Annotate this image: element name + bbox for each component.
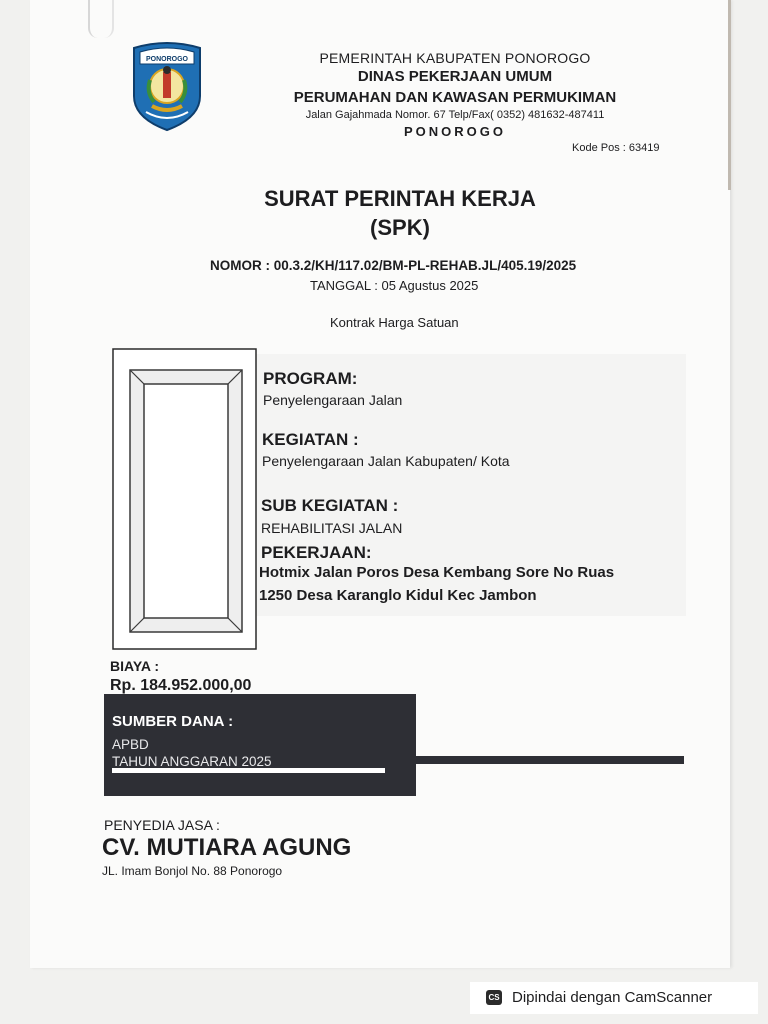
- kegiatan-label: KEGIATAN :: [262, 430, 359, 449]
- sumber-dana-label: SUMBER DANA :: [112, 713, 234, 730]
- header-address: Jalan Gajahmada Nomor. 67 Telp/Fax( 0352) 481632-487411: [305, 109, 605, 121]
- ponorogo-emblem-logo: [128, 40, 206, 132]
- penyedia-name: CV. MUTIARA AGUNG: [102, 834, 352, 861]
- decorative-frame: [112, 348, 257, 650]
- postal-code: Kode Pos : 63419: [572, 142, 660, 154]
- paper-clip: [88, 0, 114, 38]
- document-title: SURAT PERINTAH KERJA: [264, 186, 536, 211]
- sub-kegiatan-label: SUB KEGIATAN :: [261, 496, 399, 515]
- program-label: PROGRAM:: [263, 369, 358, 388]
- header-division: PERUMAHAN DAN KAWASAN PERMUKIMAN: [293, 89, 617, 106]
- header-city: PONOROGO: [403, 124, 506, 139]
- kegiatan-value: Penyelengaraan Jalan Kabupaten/ Kota: [262, 453, 510, 469]
- sumber-dana-box: [104, 694, 416, 796]
- biaya-label: BIAYA :: [110, 658, 160, 674]
- svg-text:PONOROGO: PONOROGO: [145, 56, 189, 63]
- program-value: Penyelengaraan Jalan: [263, 392, 403, 408]
- camscanner-icon: CS: [486, 990, 502, 1005]
- document-subtitle: (SPK): [370, 215, 430, 240]
- sumber-dana-value: APBD: [112, 737, 149, 752]
- camscanner-watermark: [470, 982, 758, 1014]
- pekerjaan-label: PEKERJAAN:: [261, 543, 372, 562]
- header-department: DINAS PEKERJAAN UMUM: [357, 68, 553, 85]
- sub-kegiatan-value: REHABILITASI JALAN: [261, 520, 403, 536]
- paper-edge: [728, 0, 731, 190]
- camscanner-text: Dipindai dengan CamScanner: [512, 989, 713, 1006]
- biaya-value: Rp. 184.952.000,00: [110, 677, 252, 694]
- document-date: TANGGAL : 05 Agustus 2025: [310, 278, 479, 293]
- penyedia-address: JL. Imam Bonjol No. 88 Ponorogo: [102, 864, 283, 878]
- pekerjaan-value-line1: Hotmix Jalan Poros Desa Kembang Sore No Ruas: [259, 564, 615, 581]
- header-government: PEMERINTAH KABUPATEN PONOROGO: [319, 50, 591, 66]
- contract-type: Kontrak Harga Satuan: [330, 315, 459, 330]
- document-number: NOMOR : 00.3.2/KH/117.02/BM-PL-REHAB.JL/405.19/2025: [210, 258, 577, 273]
- tahun-anggaran-value: TAHUN ANGGARAN 2025: [112, 754, 272, 769]
- divider-bar: [416, 756, 684, 764]
- penyedia-label: PENYEDIA JASA :: [104, 817, 220, 833]
- pekerjaan-value-line2: 1250 Desa Karanglo Kidul Kec Jambon: [259, 587, 537, 604]
